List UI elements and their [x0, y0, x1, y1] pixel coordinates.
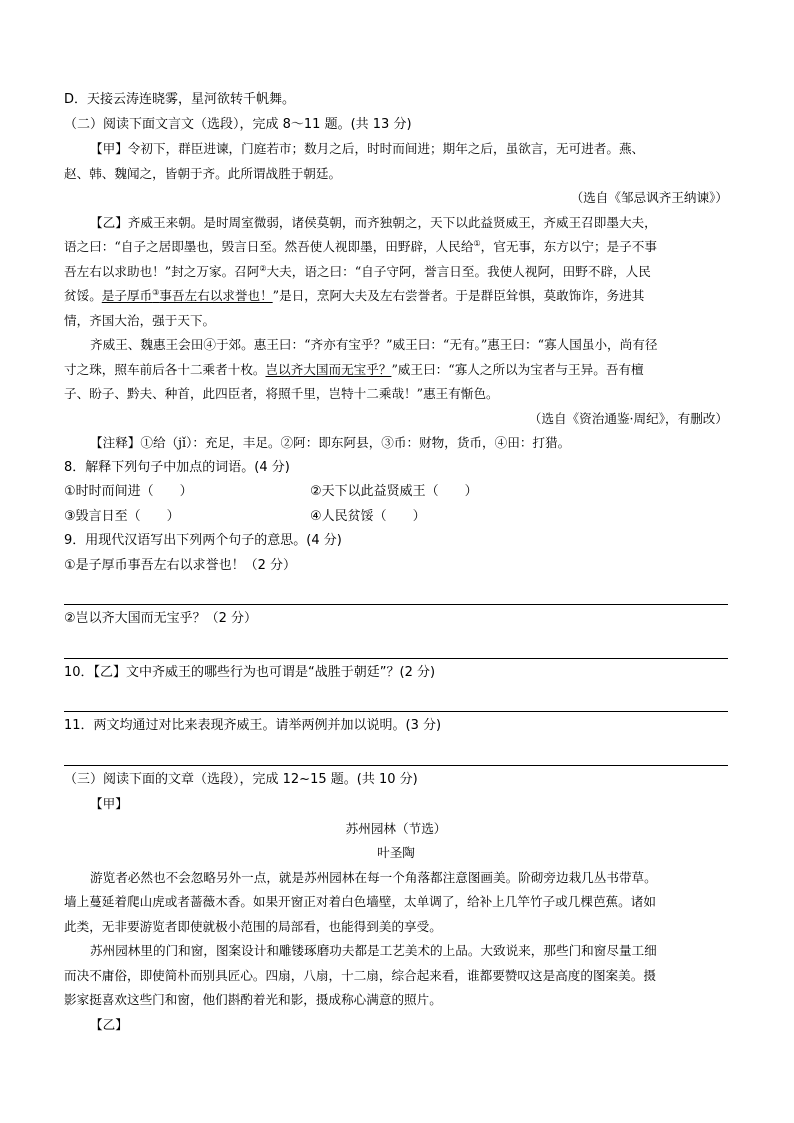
- answer-line[interactable]: [64, 632, 728, 659]
- footnote-marker: ③: [152, 287, 160, 297]
- section-3-title: （三）阅读下面的文章（选段），完成 12~15 题。(共 10 分): [64, 771, 418, 787]
- answer-line[interactable]: [64, 739, 728, 766]
- jia-source: （选自《邹忌讽齐王纳谏》）: [570, 190, 728, 205]
- underlined-sentence: 岂以齐大国而无宝乎？: [265, 361, 392, 377]
- article-title: 苏州园林（节选）: [345, 820, 447, 836]
- text: ”是日，烹阿大夫及左右尝誉者。于是群臣耸惧，莫敢饰诈，务进其: [272, 288, 645, 303]
- answer-line[interactable]: [64, 685, 728, 712]
- article-author: 叶圣陶: [377, 845, 415, 860]
- exam-page: [64, 88, 728, 1037]
- question-8-item: ①时时而间进（ ）: [64, 484, 193, 499]
- article-line: 墙上蔓延着爬山虎或者蔷薇木香。如果开窗正对着白色墙壁，太单调了，给补上几竿竹子或几棵芭蕉。诸如: [64, 894, 656, 909]
- article-line: 影家挺喜欢这些门和窗，他们斟酌着光和影，摄成称心满意的照片。: [64, 992, 442, 1007]
- yi-passage-line: [64, 358, 728, 383]
- option-d: D．天接云涛连晓雾，星河欲转千帆舞。: [64, 92, 296, 107]
- text: 大夫，语之曰：“自子守阿，誉言日至。我使人视阿，田野不辟，人民: [266, 263, 651, 279]
- yi-source: （选自《资治通鉴·周纪》，有删改）: [528, 410, 728, 426]
- text: 寸之珠，照车前后各十二乘者十枚。: [64, 361, 266, 377]
- yi-passage-line: 【乙】齐威王来朝。是时周室微弱，诸侯莫朝，而齐独朝之，天下以此益贤威王，齐威王召即墨大夫，: [90, 214, 657, 230]
- yi-passage-line: [64, 284, 728, 309]
- footnote-marker: ②: [259, 263, 267, 273]
- jia-passage-line: 【甲】令初下，群臣进谏，门庭若市；数月之后，时时而间进；期年之后，虽欲言，无可进者。燕、: [90, 141, 645, 156]
- yi-passage-line: 齐威王、魏惠王会田④于郊。惠王曰：“齐亦有宝乎？”威王曰：“无有。”惠王曰：“寡人国虽小，尚有径: [90, 337, 658, 352]
- question-11: 11．两文均通过对比来表现齐威王。请举两例并加以说明。(3 分): [64, 718, 442, 733]
- text: 贫馁。: [64, 288, 102, 303]
- answer-line[interactable]: [64, 578, 728, 605]
- question-9-sentence-2: ②岂以齐大国而无宝乎？（2 分）: [64, 611, 258, 626]
- question-8-row: [64, 505, 728, 530]
- annotation: 【注释】①给（jǐ）：充足，丰足。②阿：即东阿县，③币：财物，货币，④田：打猎。: [90, 435, 571, 450]
- footnote-marker: ①: [473, 238, 481, 248]
- text: ”威王曰：“寡人之所以为宝者与王异。吾有檀: [391, 361, 644, 377]
- question-8-row: [64, 480, 728, 505]
- article-line: 此类，无非要游览者即使就极小范围的局部看，也能得到美的享受。: [64, 918, 442, 934]
- yi-passage-line: 情，齐国大治，强于天下。: [64, 312, 216, 328]
- question-8-item: ④人民贫馁（ ）: [310, 508, 426, 524]
- jia-passage-line: 赵、韩、魏闻之，皆朝于齐。此所谓战胜于朝廷。: [64, 165, 342, 181]
- question-8-item: ③毁言日至（ ）: [64, 508, 180, 524]
- article-line: 苏州园林里的门和窗，图案设计和雕镂琢磨功夫都是工艺美术的上品。大致说来，那些门和窗尽量工细: [90, 943, 657, 958]
- yi-passage-line: 子、盼子、黔夫、种首，此四臣者，将照千里，岂特十二乘哉！”惠王有惭色。: [64, 386, 499, 401]
- article-line: 而决不庸俗，即使简朴而别具匠心。四扇，八扇，十二扇，综合起来看，谁都要赞叹这是高度的图案美。摄: [64, 967, 656, 983]
- text: 吾左右以求助也！”封之万家。召阿: [64, 263, 260, 279]
- question-9-title: 9．用现代汉语写出下列两个句子的意思。(4 分): [64, 533, 342, 548]
- question-10: 10．【乙】文中齐威王的哪些行为也可谓是“战胜于朝廷”？(2 分): [64, 664, 436, 680]
- text: ，官无事，东方以宁；是子不事: [480, 239, 657, 254]
- text: 是子厚币: [101, 288, 153, 303]
- section-2-title: （二）阅读下面文言文（选段），完成 8～11 题。(共 13 分): [64, 116, 412, 132]
- text: 语之曰：“自子之居即墨也，毁言日至。然吾使人视即墨，田野辟，人民给: [64, 239, 474, 254]
- underlined-sentence: [102, 288, 273, 303]
- article-line: 游览者必然也不会忽略另外一点，就是苏州园林在每一个角落都注意图画美。阶砌旁边栽几丛书带草。: [90, 869, 657, 885]
- text: 事吾左右以求誉也！: [159, 288, 273, 303]
- question-9-sentence-1: ①是子厚币事吾左右以求誉也！（2 分）: [64, 557, 297, 573]
- question-8-item: ②天下以此益贤威王（ ）: [310, 484, 478, 499]
- yi-passage-line: [64, 260, 728, 285]
- question-8-title: 8．解释下列句子中加点的词语。(4 分): [64, 459, 290, 475]
- jia-label: 【甲】: [90, 796, 128, 811]
- yi-label: 【乙】: [90, 1016, 128, 1032]
- yi-passage-line: [64, 235, 728, 260]
